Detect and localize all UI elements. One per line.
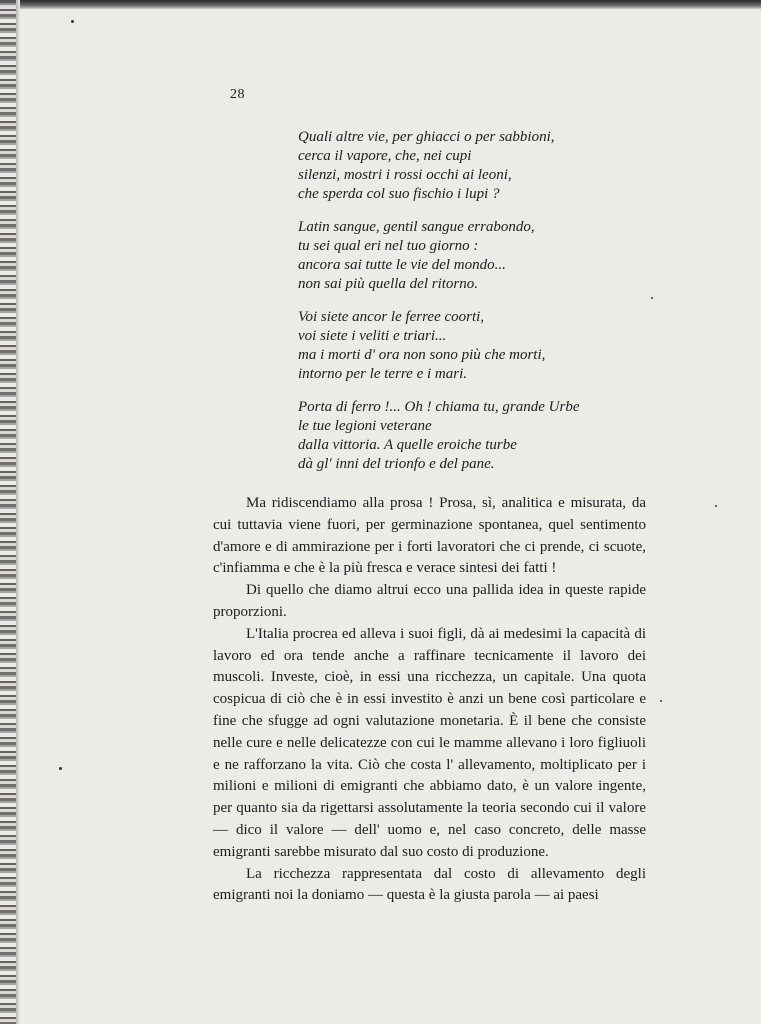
poem-stanza [298, 398, 638, 474]
verse-line: intorno per le terre e i mari. [298, 366, 468, 382]
verse-line: che sperda col suo fischio i lupi ? [298, 186, 500, 202]
scan-speck [715, 505, 717, 507]
verse-line: dà gl' inni del trionfo e del pane. [298, 456, 495, 472]
paragraph: Di quello che diamo altrui ecco una pallida idea in queste rapide proporzioni. [213, 582, 646, 620]
verse-line: le tue legioni veterane [298, 418, 432, 434]
scan-binding-shadow [16, 0, 20, 1024]
verse-line: Latin sangue, gentil sangue errabondo, [298, 219, 535, 235]
verse-line: tu sei qual eri nel tuo giorno : [298, 238, 479, 254]
verse-line: dalla vittoria. A quelle eroiche turbe [298, 437, 517, 453]
verse-line: voi siete i veliti e triari... [298, 328, 447, 344]
prose-body [213, 493, 646, 907]
page-number: 28 [230, 87, 245, 102]
scan-speck [660, 700, 662, 702]
verse-line: cerca il vapore, che, nei cupi [298, 148, 472, 164]
scan-speck [59, 767, 62, 770]
poem-stanza [298, 218, 638, 294]
scan-top-edge [0, 0, 761, 9]
scan-speck [651, 297, 653, 299]
verse-line: ancora sai tutte le vie del mondo... [298, 257, 506, 273]
verse-line: ma i morti d' ora non sono più che morti, [298, 347, 546, 363]
poem-stanza [298, 308, 638, 384]
poem [298, 128, 638, 488]
scan-speck [71, 20, 74, 23]
paragraph: L'Italia procrea ed alleva i suoi figli, dà ai medesimi la capacità di lavoro ed ora tende anche a raffinare tecnicamente il lavoro dei muscoli. Investe, cioè, in essi una ricchezza, un capitale. Una quota cospicua di ciò che è in essi investito è anzi un bene così particolare e fine che sfugge ad ogni valutazione monetaria. È il bene che consiste nelle cure e nelle delicatezze con cui le mamme allevano i loro figliuoli e ne rafforzano la vita. Ciò che costa l' allevamento, moltiplicato per i milioni e milioni di emigranti che abbiamo dato, è un valore ingente, per quanto sia da rigettarsi assolutamente la teoria secondo cui il valore — dico il valore — dell' uomo e, nel caso concreto, delle masse emigranti sarebbe misurato dal suo costo di produzione. [213, 625, 646, 860]
paragraph: La ricchezza rappresentata dal costo di allevamento degli emigranti noi la doniamo — questa è la giusta parola — ai paesi [213, 865, 646, 904]
verse-line: Voi siete ancor le ferree coorti, [298, 309, 485, 325]
scan-binding-edge [0, 0, 16, 1024]
verse-line: silenzi, mostri i rossi occhi ai leoni, [298, 167, 512, 183]
paragraph: Ma ridiscendiamo alla prosa ! Prosa, sì, analitica e misurata, da cui tuttavia viene fuori, per germinazione spontanea, quel sentimento d'amore e di ammirazione per i forti lavoratori che ci prende, ci scuote, c'infiamma e che è la più fresca e verace sintesi dei fatti ! [213, 495, 646, 577]
verse-line: Quali altre vie, per ghiacci o per sabbioni, [298, 129, 555, 145]
verse-line: non sai più quella del ritorno. [298, 276, 478, 292]
verse-line: Porta di ferro !... Oh ! chiama tu, grande Urbe [298, 399, 580, 415]
poem-stanza [298, 128, 638, 204]
